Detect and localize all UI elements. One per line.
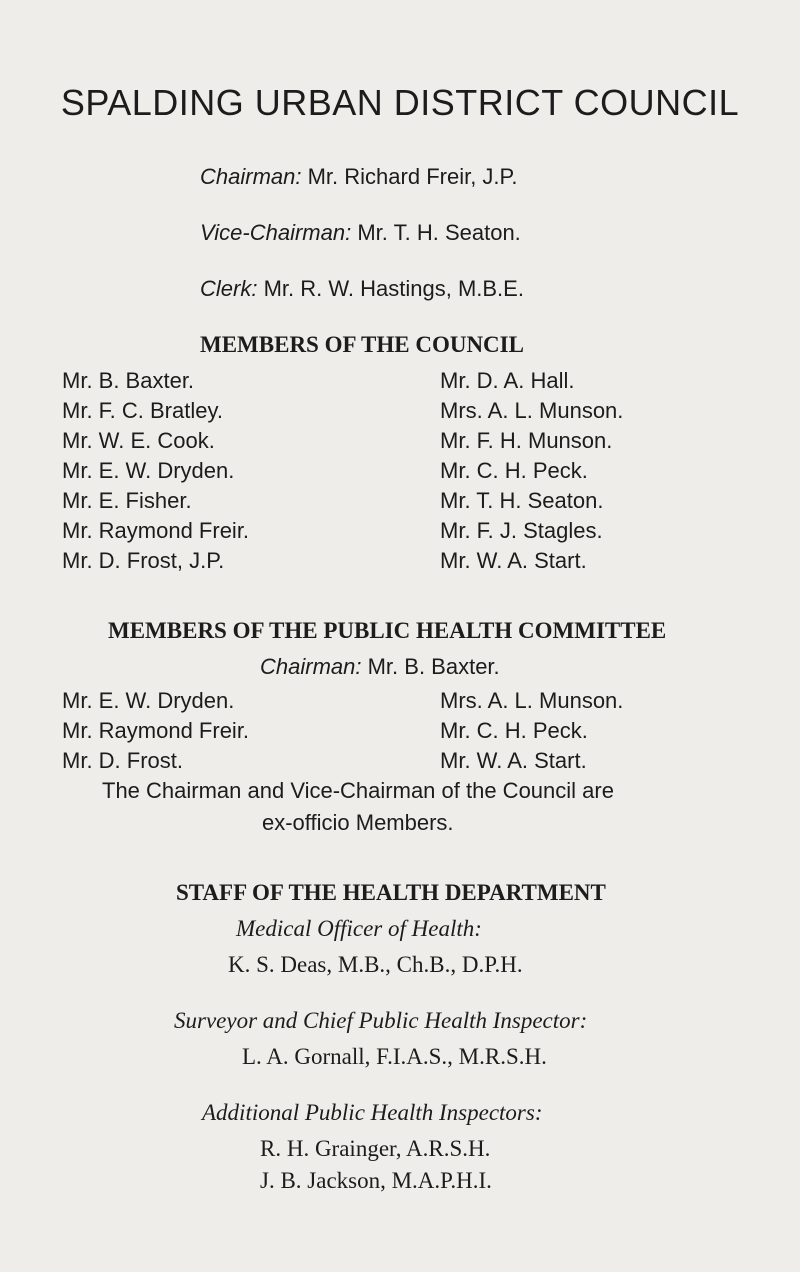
committee-right-column (440, 686, 623, 776)
chairman-line (200, 164, 517, 190)
list-item: Mr. W. A. Start. (440, 748, 587, 773)
list-item: Mr. F. H. Munson. (440, 428, 613, 453)
list-item: Mr. W. E. Cook. (62, 428, 215, 453)
list-item: Mrs. A. L. Munson. (440, 398, 624, 423)
list-item: Mr. F. J. Stagles. (440, 518, 603, 543)
clerk-name: Mr. R. W. Hastings, M.B.E. (263, 276, 524, 301)
list-item: Mr. B. Baxter. (62, 368, 195, 393)
additional-inspector-2: J. B. Jackson, M.A.P.H.I. (260, 1168, 492, 1193)
additional-inspectors-role: Additional Public Health Inspectors: (202, 1100, 543, 1125)
council-heading: MEMBERS OF THE COUNCIL (200, 332, 524, 357)
list-item: Mr. F. C. Bratley. (62, 398, 223, 423)
committee-chairman-role: Chairman: (260, 654, 362, 679)
council-left-column (62, 366, 249, 576)
list-item: Mr. D. A. Hall. (440, 368, 575, 393)
list-item: Mr. W. A. Start. (440, 548, 587, 573)
list-item: Mr. T. H. Seaton. (440, 488, 604, 513)
vice-chairman-name: Mr. T. H. Seaton. (357, 220, 521, 245)
list-item: Mr. C. H. Peck. (440, 458, 588, 483)
ex-officio-note-line1: The Chairman and Vice-Chairman of the Council are (102, 778, 614, 803)
list-item: Mrs. A. L. Munson. (440, 688, 624, 713)
surveyor-name: L. A. Gornall, F.I.A.S., M.R.S.H. (242, 1044, 547, 1069)
clerk-role: Clerk: (200, 276, 258, 301)
committee-chairman-line (260, 654, 500, 680)
chairman-role: Chairman: (200, 164, 302, 189)
moh-name: K. S. Deas, M.B., Ch.B., D.P.H. (228, 952, 523, 977)
vice-chairman-role: Vice-Chairman: (200, 220, 352, 245)
vice-chairman-line (200, 220, 521, 246)
ex-officio-note-line2: ex-officio Members. (262, 810, 454, 835)
health-committee-heading: MEMBERS OF THE PUBLIC HEALTH COMMITTEE (108, 618, 667, 643)
list-item: Mr. D. Frost. (62, 748, 183, 773)
list-item: Mr. C. H. Peck. (440, 718, 588, 743)
council-right-column (440, 366, 623, 576)
list-item: Mr. D. Frost, J.P. (62, 548, 225, 573)
moh-role: Medical Officer of Health: (236, 916, 482, 941)
list-item: Mr. Raymond Freir. (62, 518, 250, 543)
staff-heading: STAFF OF THE HEALTH DEPARTMENT (176, 880, 606, 905)
clerk-line (200, 276, 524, 302)
page-title: SPALDING URBAN DISTRICT COUNCIL (60, 82, 740, 123)
list-item: Mr. E. Fisher. (62, 488, 192, 513)
list-item: Mr. Raymond Freir. (62, 718, 250, 743)
additional-inspector-1: R. H. Grainger, A.R.S.H. (260, 1136, 491, 1161)
committee-chairman-name: Mr. B. Baxter. (367, 654, 500, 679)
committee-left-column (62, 686, 249, 776)
surveyor-role: Surveyor and Chief Public Health Inspector: (174, 1008, 588, 1033)
list-item: Mr. E. W. Dryden. (62, 458, 235, 483)
list-item: Mr. E. W. Dryden. (62, 688, 235, 713)
chairman-name: Mr. Richard Freir, J.P. (307, 164, 518, 189)
